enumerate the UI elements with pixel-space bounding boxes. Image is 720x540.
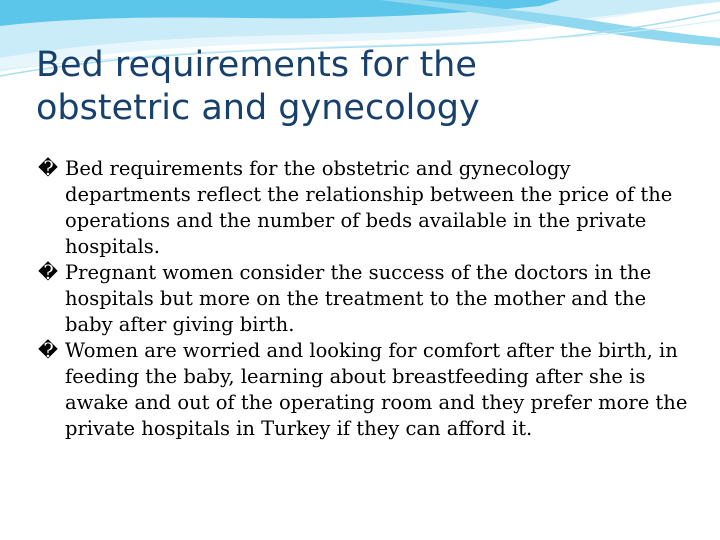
bullet-item-2	[38, 260, 698, 338]
bullet-glyph-icon: �	[38, 261, 58, 284]
slide-title-line-2: obstetric and gynecology	[36, 88, 480, 128]
bullet-text-2: Pregnant women consider the success of the doctors in the hospitals but more on the treatment to the mother and the baby after giving birth.	[65, 261, 652, 336]
bullet-text-1: Bed requirements for the obstetric and gynecology departments reflect the relationship between the price of the operations and the number of beds available in the private hospitals.	[65, 157, 673, 258]
bullet-glyph-icon: �	[38, 339, 58, 362]
bullet-glyph-icon: �	[38, 157, 58, 180]
bullet-text-3: Women are worried and looking for comfort after the birth, in feeding the baby, learning about breastfeeding after she is awake and out of the operating room and they prefer more the private hospitals in Turkey if they can afford it.	[65, 339, 688, 440]
bullet-list	[38, 156, 698, 442]
slide-title-line-1: Bed requirements for the	[36, 45, 477, 85]
bullet-item-1	[38, 156, 698, 260]
bullet-item-3	[38, 338, 698, 442]
slide-title	[36, 44, 696, 130]
